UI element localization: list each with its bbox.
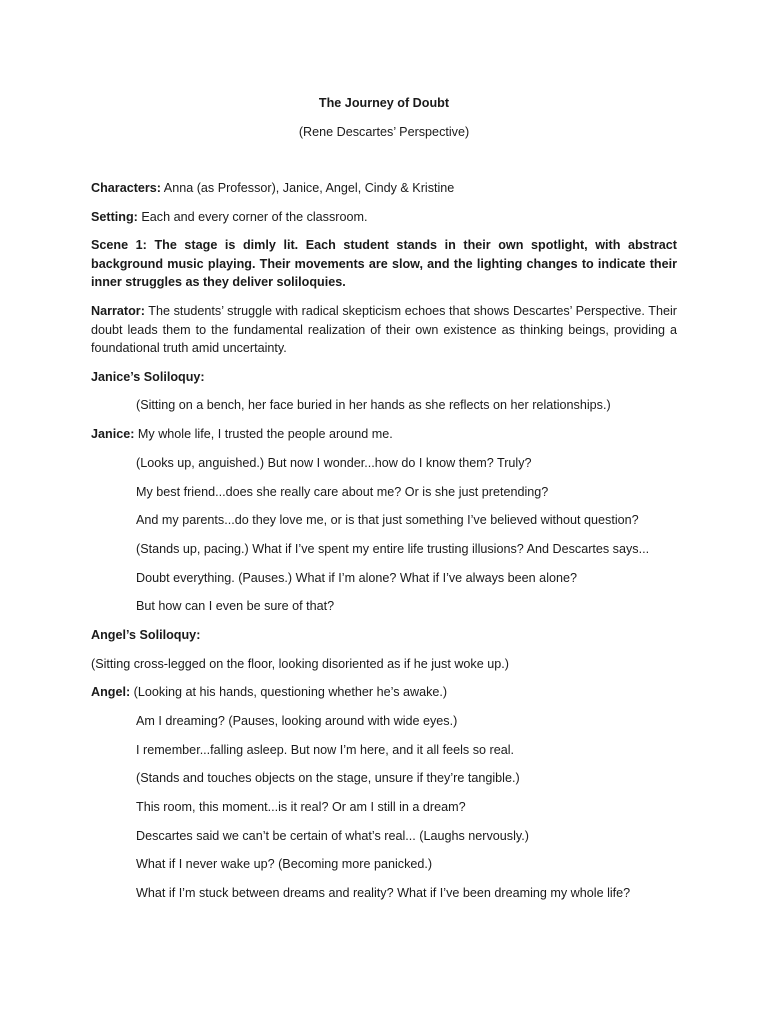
janice-line: But how can I even be sure of that? bbox=[136, 599, 335, 614]
janice-soliloquy-heading: Janice’s Soliloquy: bbox=[91, 369, 205, 384]
setting-line bbox=[91, 208, 677, 227]
setting-text: Each and every corner of the classroom. bbox=[137, 209, 368, 224]
angel-line: This room, this moment...is it real? Or am I still in a dream? bbox=[136, 800, 466, 815]
angel-first-text: (Looking at his hands, questioning whether he’s awake.) bbox=[130, 685, 448, 700]
angel-line: I remember...falling asleep. But now I’m here, and it all feels so real. bbox=[136, 742, 514, 757]
janice-line: My best friend...does she really care about me? Or is she just pretending? bbox=[136, 484, 549, 499]
angel-line: What if I never wake up? (Becoming more panicked.) bbox=[136, 857, 433, 872]
angel-line: Descartes said we can’t be certain of what’s real... (Laughs nervously.) bbox=[136, 828, 529, 843]
document-subtitle: (Rene Descartes’ Perspective) bbox=[298, 124, 470, 139]
characters-text: Anna (as Professor), Janice, Angel, Cindy & Kristine bbox=[161, 181, 455, 195]
janice-line: Doubt everything. (Pauses.) What if I’m alone? What if I’ve always been alone? bbox=[136, 570, 578, 585]
angel-line: Am I dreaming? (Pauses, looking around with wide eyes.) bbox=[136, 714, 458, 728]
angel-line: (Stands and touches objects on the stage, unsure if they’re tangible.) bbox=[136, 771, 520, 786]
narrator-line bbox=[91, 302, 677, 358]
angel-stage-direction: (Sitting cross-legged on the floor, looking disoriented as if he just woke up.) bbox=[91, 656, 509, 671]
janice-first-line bbox=[91, 425, 677, 444]
narrator-label: Narrator: bbox=[91, 304, 145, 319]
janice-stage-direction: (Sitting on a bench, her face buried in her hands as she reflects on her relationships.) bbox=[136, 398, 611, 413]
setting-label: Setting: bbox=[91, 209, 138, 224]
document-title: The Journey of Doubt bbox=[318, 96, 450, 110]
characters-label: Characters: bbox=[91, 181, 161, 195]
scene-1-description: Scene 1: The stage is dimly lit. Each student stands in their own spotlight, with abstract background music playing. Their movements are slow, and the lighting changes to indicate their inner struggles as they deliver soliloquies. bbox=[91, 238, 677, 290]
characters-line bbox=[91, 179, 677, 198]
janice-line: (Stands up, pacing.) What if I’ve spent my entire life trusting illusions? And Descartes says... bbox=[136, 541, 650, 556]
angel-first-line bbox=[91, 683, 677, 702]
janice-first-text: My whole life, I trusted the people around me. bbox=[134, 427, 393, 442]
janice-label: Janice: bbox=[91, 427, 135, 442]
angel-soliloquy-heading: Angel’s Soliloquy: bbox=[91, 627, 201, 642]
angel-line: What if I’m stuck between dreams and reality? What if I’ve been dreaming my whole life? bbox=[136, 886, 631, 901]
angel-label: Angel: bbox=[91, 685, 131, 700]
janice-line: And my parents...do they love me, or is that just something I’ve believed without question? bbox=[136, 513, 639, 528]
narrator-text: The students’ struggle with radical skepticism echoes that shows Descartes’ Perspective. Their doubt leads them to the fundamental realization of their own existence as thinking beings, providing a foundational truth amid uncertainty. bbox=[91, 304, 677, 356]
janice-line: (Looks up, anguished.) But now I wonder...how do I know them? Truly? bbox=[136, 455, 532, 470]
